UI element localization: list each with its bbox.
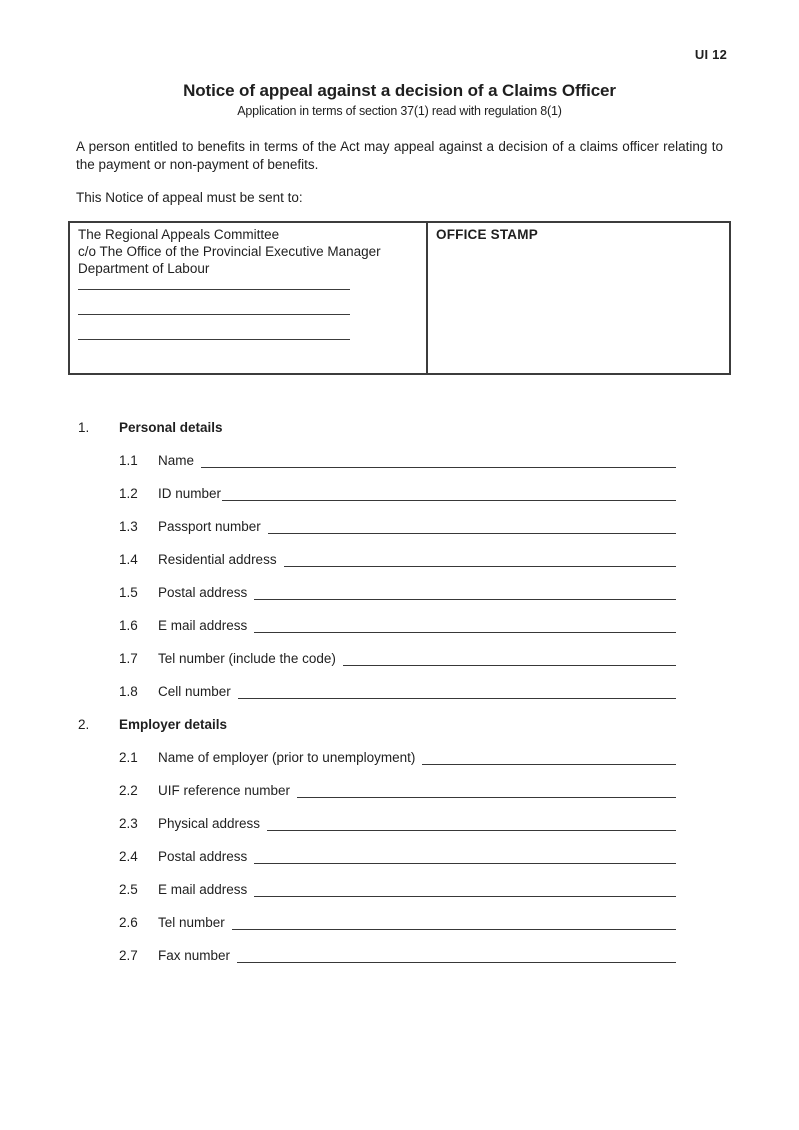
item-label: E mail address [158, 882, 248, 897]
section-number: 1. [78, 420, 90, 435]
field-row-id-number [0, 486, 676, 519]
item-label: Tel number [158, 915, 225, 930]
office-stamp-cell [428, 223, 729, 373]
item-label: Postal address [158, 585, 248, 600]
field-row-passport-number [0, 519, 676, 552]
item-label: Passport number [158, 519, 261, 534]
field-row-postal-address [0, 585, 676, 618]
blank-write-line [78, 314, 350, 315]
field-row-tel-number [0, 651, 676, 684]
item-number: 2.7 [119, 948, 138, 963]
item-label: Fax number [158, 948, 231, 963]
field-row-employer-postal-address [0, 849, 676, 882]
recipient-table [68, 221, 731, 375]
item-number: 2.4 [119, 849, 138, 864]
section-title: Employer details [119, 717, 228, 732]
section-number: 2. [78, 717, 90, 732]
item-number: 1.7 [119, 651, 138, 666]
field-row-fax-number [0, 948, 676, 981]
field-row-employer-tel-number [0, 915, 676, 948]
item-label: Tel number (include the code) [158, 651, 336, 666]
section-title: Personal details [119, 420, 223, 435]
field-row-uif-reference-number [0, 783, 676, 816]
fill-in-line [254, 618, 676, 633]
item-label: Name [158, 453, 195, 468]
recipient-address-cell [70, 223, 428, 373]
fill-in-line [254, 585, 676, 600]
section-heading-personal [0, 420, 799, 453]
fill-in-line [237, 948, 676, 963]
item-number: 1.5 [119, 585, 138, 600]
fill-in-line [254, 882, 676, 897]
fill-in-line [422, 750, 676, 765]
form-code: UI 12 [694, 47, 727, 62]
field-row-physical-address [0, 816, 676, 849]
fill-in-line [297, 783, 676, 798]
field-row-employer-email-address [0, 882, 676, 915]
fill-in-line [343, 651, 676, 666]
office-stamp-label: OFFICE STAMP [436, 227, 538, 242]
fill-in-line [201, 453, 676, 468]
field-row-employer-name [0, 750, 676, 783]
item-number: 2.1 [119, 750, 138, 765]
field-row-email-address [0, 618, 676, 651]
address-line: Department of Labour [78, 261, 210, 276]
form-title: Notice of appeal against a decision of a Claims Officer [183, 81, 616, 100]
item-number: 2.6 [119, 915, 138, 930]
item-number: 1.8 [119, 684, 138, 699]
item-number: 1.6 [119, 618, 138, 633]
fill-in-line [238, 684, 676, 699]
item-number: 2.5 [119, 882, 138, 897]
form-body [0, 420, 799, 981]
item-label: UIF reference number [158, 783, 291, 798]
item-label: ID number [158, 486, 222, 501]
item-label: Physical address [158, 816, 261, 831]
field-row-name [0, 453, 676, 486]
item-number: 1.4 [119, 552, 138, 567]
fill-in-line [284, 552, 676, 567]
item-label: Residential address [158, 552, 277, 567]
field-row-cell-number [0, 684, 676, 717]
item-number: 1.2 [119, 486, 138, 501]
sent-to-label: This Notice of appeal must be sent to: [76, 190, 303, 205]
item-number: 1.3 [119, 519, 138, 534]
item-number: 1.1 [119, 453, 138, 468]
address-line: The Regional Appeals Committee [78, 227, 280, 242]
fill-in-line [222, 486, 676, 501]
fill-in-line [232, 915, 676, 930]
fill-in-line [268, 519, 676, 534]
item-label: Postal address [158, 849, 248, 864]
address-line: c/o The Office of the Provincial Executive Manager [78, 244, 381, 259]
item-number: 2.2 [119, 783, 138, 798]
intro-paragraph: A person entitled to benefits in terms of the Act may appeal against a decision of a claims officer relating to the payment or non-payment of benefits. [76, 139, 723, 172]
item-label: E mail address [158, 618, 248, 633]
form-subtitle: Application in terms of section 37(1) read with regulation 8(1) [237, 104, 562, 118]
field-row-residential-address [0, 552, 676, 585]
item-number: 2.3 [119, 816, 138, 831]
item-label: Name of employer (prior to unemployment) [158, 750, 416, 765]
blank-write-line [78, 289, 350, 290]
blank-write-line [78, 339, 350, 340]
fill-in-line [267, 816, 676, 831]
item-label: Cell number [158, 684, 231, 699]
section-heading-employer [0, 717, 799, 750]
fill-in-line [254, 849, 676, 864]
